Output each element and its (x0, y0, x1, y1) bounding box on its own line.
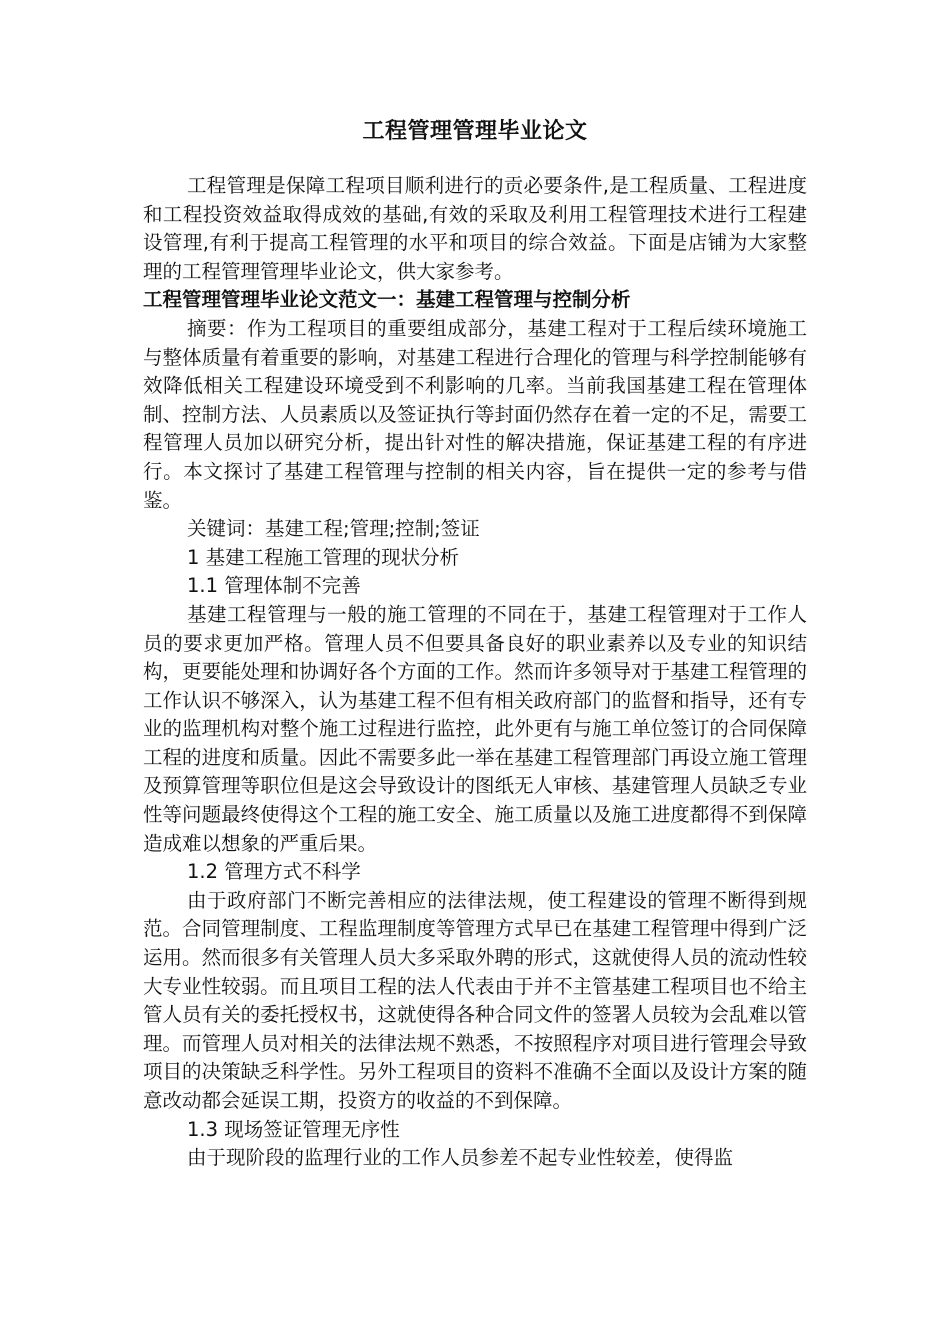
subheading-1-1: 1.1 管理体制不完善 (187, 574, 361, 598)
body-paragraph: 由于政府部门不断完善相应的法律法规，使工程建设的管理不断得到规范。合同管理制度、工程监理制度等管理方式早已在基建工程管理中得到广泛运用。然而很多有关管理人员大多采取外聘的形式，这就使得人员的流动性较大专业性较弱。而且项目工程的法人代表由于并不主管基建工程项目也不给主管人员有关的委托授权书，这就使得各种合同文件的签署人员较为会乱难以管理。而管理人员对相关的法律法规不熟悉，不按照程序对项目进行管理会导致项目的决策缺乏科学性。另外工程项目的资料不准确不全面以及设计方案的随意改动都会延误工期，投资方的收益的不到保障。 (143, 888, 807, 1112)
chapter-heading: 1 基建工程施工管理的现状分析 (187, 545, 460, 569)
body-paragraph: 由于现阶段的监理行业的工作人员参差不起专业性较差，使得监 (187, 1146, 734, 1170)
intro-paragraph: 工程管理是保障工程项目顺利进行的贡必要条件,是工程质量、工程进度和工程投资效益取得成效的基础,有效的采取及利用工程管理技术进行工程建设管理,有利于提高工程管理的水平和项目的综合效益。下面是店铺为大家整理的工程管理管理毕业论文，供大家参考。 (143, 174, 807, 283)
document-page (143, 116, 807, 1173)
document-title: 工程管理管理毕业论文 (362, 119, 588, 144)
subheading-1-3: 1.3 现场签证管理无序性 (187, 1117, 400, 1141)
body-paragraph: 基建工程管理与一般的施工管理的不同在于，基建工程管理对于工作人员的要求更加严格。管理人员不但要具备良好的职业素养以及专业的知识结构，更要能处理和协调好各个方面的工作。然而许多领导对于基建工程管理的工作认识不够深入，认为基建工程不但有相关政府部门的监督和指导，还有专业的监理机构对整个施工过程进行监控，此外更有与施工单位签订的合同保障工程的进度和质量。因此不需要多此一举在基建工程管理部门再设立施工管理及预算管理等职位但是这会导致设计的图纸无人审核、基建管理人员缺乏专业性等问题最终使得这个工程的施工安全、施工质量以及施工进度都得不到保障造成难以想象的严重后果。 (143, 602, 807, 855)
subheading-1-2: 1.2 管理方式不科学 (187, 860, 361, 884)
abstract-paragraph: 摘要：作为工程项目的重要组成部分，基建工程对于工程后续环境施工与整体质量有着重要的影响，对基建工程进行合理化的管理与科学控制能够有效降低相关工程建设环境受到不利影响的几率。当前我国基建工程在管理体制、控制方法、人员素质以及签证执行等封面仍然存在着一定的不足，需要工程管理人员加以研究分析，提出针对性的解决措施，保证基建工程的有序进行。本文探讨了基建工程管理与控制的相关内容，旨在提供一定的参考与借鉴。 (143, 316, 807, 512)
section-heading: 工程管理管理毕业论文范文一：基建工程管理与控制分析 (143, 288, 631, 312)
keywords-line: 关键词：基建工程;管理;控制;签证 (187, 517, 480, 541)
